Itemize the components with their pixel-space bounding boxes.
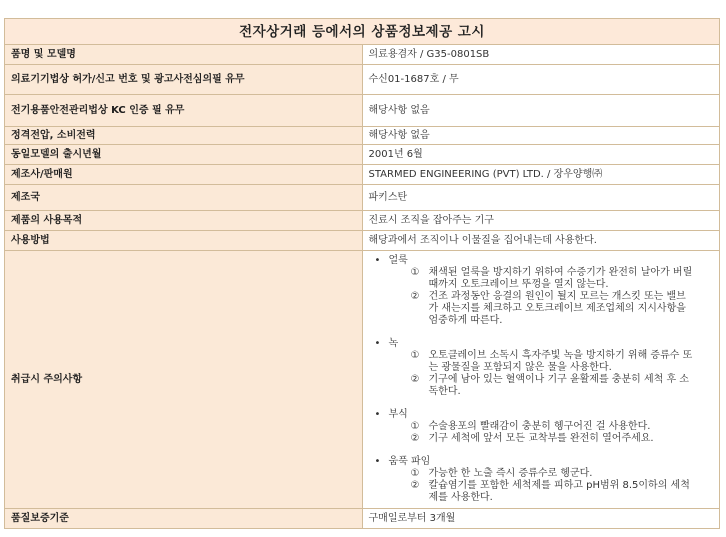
table-row — [5, 231, 720, 251]
row-value: 진료시 조직을 잡아주는 기구 — [362, 211, 720, 231]
row-value: 의료용겸자 / G35-0801SB — [362, 45, 720, 65]
item-text: 기구 세척에 앞서 모든 교착부를 완전히 열어주세요. — [428, 433, 654, 444]
item-number: ① — [410, 350, 420, 361]
list-item — [389, 350, 714, 374]
table-row — [5, 45, 720, 65]
row-label: 정격전압, 소비전력 — [5, 127, 363, 145]
list-item — [389, 267, 714, 291]
caution-row — [5, 251, 720, 509]
notice-title: 전자상거래 등에서의 상품정보제공 고시 — [5, 19, 720, 45]
row-value: 수신01-1687호 / 무 — [362, 65, 720, 95]
row-value: 해당사항 없음 — [362, 127, 720, 145]
caution-section — [369, 456, 714, 504]
title-row — [5, 19, 720, 45]
row-label: 동일모델의 출시년월 — [5, 145, 363, 165]
table-row — [5, 65, 720, 95]
row-label: 제조국 — [5, 185, 363, 211]
item-text: 채색된 얼룩을 방지하기 위하여 수증기가 완전히 날아가 버릴 때까지 오토크레이브 뚜껑을 열지 않는다. — [428, 267, 693, 290]
item-text: 오토클레이브 소독시 흑자주빛 녹을 방지하기 위해 증류수 또는 광물질을 포함되지 않은 물을 사용한다. — [428, 350, 693, 373]
table-row — [5, 165, 720, 185]
row-value: 해당사항 없음 — [362, 95, 720, 127]
table-row — [5, 211, 720, 231]
bullet: • — [374, 409, 381, 420]
table-row — [5, 95, 720, 127]
list-item — [389, 421, 714, 433]
section-heading: 부식 — [388, 409, 408, 420]
product-info-table — [4, 18, 720, 529]
caution-section — [369, 409, 714, 445]
item-number: ② — [410, 374, 420, 385]
caution-section — [369, 255, 714, 327]
table-row — [5, 185, 720, 211]
warranty-value: 구매일로부터 3개월 — [362, 509, 720, 529]
row-value: STARMED ENGINEERING (PVT) LTD. / 장우양행㈜ — [362, 165, 720, 185]
bullet: • — [374, 456, 381, 467]
row-label: 품명 및 모델명 — [5, 45, 363, 65]
item-text: 건조 과정동안 응결의 원인이 될지 모르는 개스킷 또는 밸브가 새는지를 체크하고 오토크레이브 제조업체의 지시사항을 엄중하게 따른다. — [428, 291, 686, 326]
item-number: ② — [410, 291, 420, 302]
bullet: • — [374, 338, 381, 349]
section-heading: 얼룩 — [388, 255, 408, 266]
caution-section — [369, 338, 714, 398]
warranty-label: 품질보증기준 — [5, 509, 363, 529]
row-label: 제품의 사용목적 — [5, 211, 363, 231]
table-row — [5, 509, 720, 529]
row-label: 사용방법 — [5, 231, 363, 251]
table-row — [5, 127, 720, 145]
item-number: ① — [410, 468, 420, 479]
list-item — [389, 291, 714, 327]
row-label: 의료기기법상 허가/신고 번호 및 광고사전심의필 유무 — [5, 65, 363, 95]
product-info-notice — [4, 18, 720, 529]
item-text: 칼슘염기를 포함한 세척제를 피하고 pH범위 8.5이하의 세척제를 사용한다. — [428, 480, 690, 503]
row-value: 해당과에서 조직이나 이물질을 집어내는데 사용한다. — [362, 231, 720, 251]
row-label: 전기용품안전관리법상 KC 인증 필 유무 — [5, 95, 363, 127]
list-item — [389, 374, 714, 398]
item-number: ① — [410, 267, 420, 278]
item-number: ② — [410, 480, 420, 491]
section-heading: 움푹 파임 — [388, 456, 431, 467]
item-text: 가능한 한 노출 즉시 증류수로 헹군다. — [428, 468, 593, 479]
bullet: • — [374, 255, 381, 266]
row-label: 제조사/판매원 — [5, 165, 363, 185]
list-item — [389, 433, 714, 445]
row-value: 파키스탄 — [362, 185, 720, 211]
caution-label: 취급시 주의사항 — [5, 251, 363, 509]
section-heading: 녹 — [388, 338, 399, 349]
caution-notes — [362, 251, 720, 509]
item-number: ② — [410, 433, 420, 444]
list-item — [389, 480, 714, 504]
item-number: ① — [410, 421, 420, 432]
table-row — [5, 145, 720, 165]
list-item — [389, 468, 714, 480]
item-text: 수술용포의 빨래감이 충분히 헹구어진 걸 사용한다. — [428, 421, 651, 432]
item-text: 기구에 남아 있는 혈액이나 기구 윤활제를 충분히 세척 후 소독한다. — [428, 374, 689, 397]
row-value: 2001년 6월 — [362, 145, 720, 165]
